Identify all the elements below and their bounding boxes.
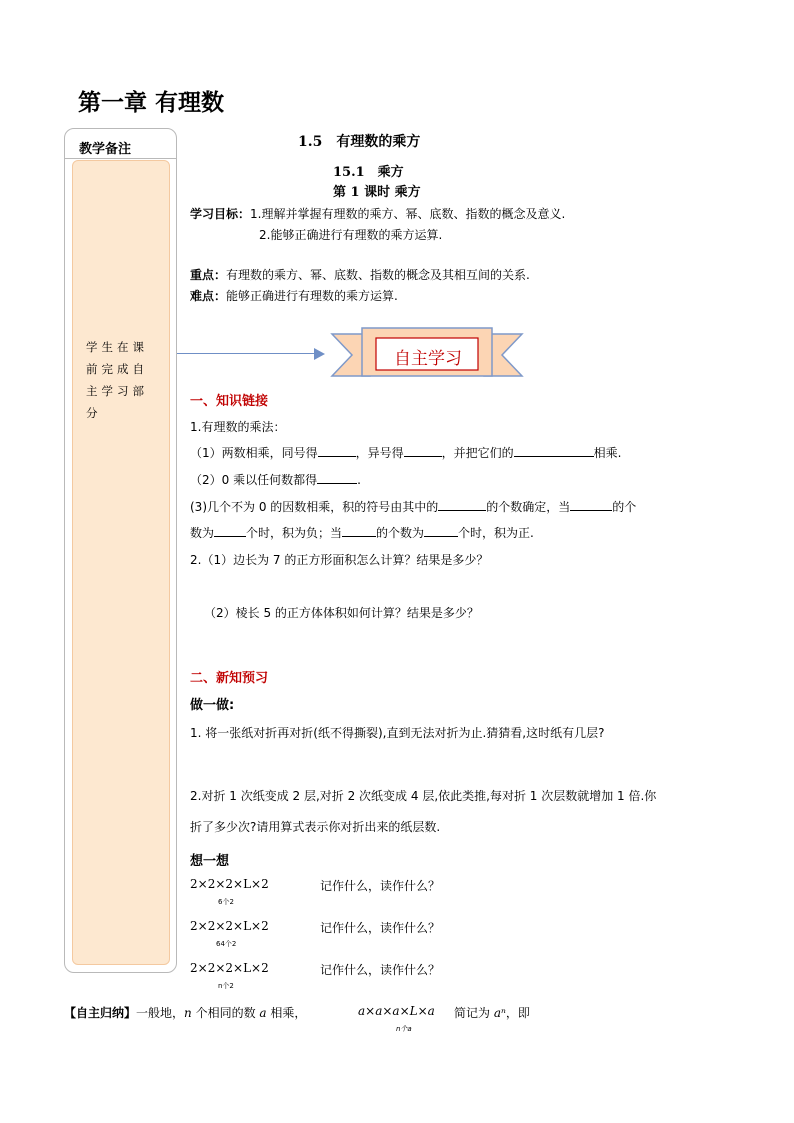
think-title: 想一想 [190, 854, 230, 869]
do-question-2-line1: 2.对折 1 次纸变成 2 层,对折 2 次纸变成 4 层,依此类推,每对折 1 次层数就增加 1 倍.你 [190, 789, 657, 803]
q1-1-text-d: 相乘. [593, 446, 622, 460]
goal-item-2: 2.能够正确进行有理数的乘方运算. [259, 228, 443, 242]
q1-3-text-f: 的个数为 [376, 526, 425, 540]
answer-blank[interactable] [424, 524, 458, 537]
q1-item-3-line2 [190, 524, 534, 541]
summary-power: aⁿ [493, 1006, 506, 1020]
q1-item-2 [190, 471, 361, 488]
q1-3-text-b: 的个数确定，当 [486, 500, 571, 514]
q1-3-text-d: 数为 [190, 526, 215, 540]
answer-blank[interactable] [514, 444, 594, 457]
q1-3-text-a: (3)几个不为 0 的因数相乘，积的符号由其中的 [190, 500, 439, 514]
key-label: 重点： [190, 268, 227, 282]
banner-text: 自主学习 [394, 349, 462, 369]
q1-3-text-e: 个时，积为负；当 [246, 526, 343, 540]
q2-item-1: 2.（1）边长为 7 的正方形面积怎么计算？结果是多少？ [190, 553, 489, 567]
answer-blank[interactable] [570, 498, 612, 511]
sidebar-header: 教学备注 [65, 129, 176, 159]
do-question-2-line2: 折了多少次?请用算式表示你对折出来的纸层数. [190, 820, 441, 834]
goals-label: 学习目标： [190, 207, 251, 221]
difficulty-label: 难点： [190, 289, 227, 303]
difficulty-text: 能够正确进行有理数的乘方运算. [226, 289, 398, 303]
summary-text-c: 相乘， [266, 1006, 307, 1020]
q1-3-text-g: 个时，积为正. [458, 526, 534, 540]
answer-blank[interactable] [214, 524, 246, 537]
q1-1-text-b: ，异号得 [355, 446, 404, 460]
part1-title: 一、知识链接 [190, 394, 269, 409]
period-title: 第 1 课时 乘方 [333, 185, 421, 200]
summary-formula: a×a×a×L×a [358, 1004, 435, 1018]
answer-blank[interactable] [438, 498, 486, 511]
think-question-1: 记作什么，读作什么？ [320, 879, 441, 893]
think-count-3: n个2 [218, 982, 234, 990]
think-count-1: 6个2 [218, 898, 234, 906]
answer-blank[interactable] [317, 471, 357, 484]
part2-title: 二、新知预习 [190, 671, 269, 686]
arrow-line [177, 353, 317, 354]
think-question-2: 记作什么，读作什么？ [320, 921, 441, 935]
answer-blank[interactable] [342, 524, 376, 537]
summary-text-e: ，即 [505, 1006, 530, 1020]
goal-item-1: 1.理解并掌握有理数的乘方、幂、底数、指数的概念及意义. [250, 207, 566, 221]
learning-goals-line1 [190, 205, 565, 222]
sidebar-note: 学生在课前完成自主学习部分 [86, 340, 148, 420]
difficulty-point [190, 287, 398, 304]
chapter-title: 第一章 有理数 [78, 90, 225, 116]
q1-intro: 1.有理数的乘法： [190, 420, 286, 434]
do-title: 做一做: [190, 698, 235, 713]
q1-2-text-a: （2）0 乘以任何数都得 [190, 473, 318, 487]
think-question-3: 记作什么，读作什么？ [320, 963, 441, 977]
subsection-title: 15.1 乘方 [333, 165, 404, 180]
summary-count: n个a [396, 1025, 412, 1033]
q1-item-1 [190, 444, 622, 461]
answer-blank[interactable] [318, 444, 356, 457]
teaching-notes-sidebar [64, 128, 177, 973]
think-formula-2: 2×2×2×L×2 [190, 919, 269, 933]
summary-label: 【自主归纳】 [64, 1006, 137, 1020]
q1-item-3-line1 [190, 498, 636, 515]
think-count-2: 64个2 [216, 940, 237, 948]
answer-blank[interactable] [404, 444, 442, 457]
summary-tail [454, 1004, 530, 1021]
summary-text-b: 个相同的数 [191, 1006, 260, 1020]
q2-item-2: （2）棱长 5 的正方体体积如何计算？结果是多少？ [204, 606, 479, 620]
q1-2-text-b: . [357, 473, 361, 487]
key-text: 有理数的乘方、幂、底数、指数的概念及其相互间的关系. [226, 268, 530, 282]
sidebar-body [72, 160, 170, 965]
think-formula-3: 2×2×2×L×2 [190, 961, 269, 975]
summary-text-d: 简记为 [454, 1006, 494, 1020]
summary-line [64, 1004, 306, 1021]
q1-1-text-c: ，并把它们的 [441, 446, 514, 460]
summary-text-a: 一般地， [136, 1006, 185, 1020]
summary-a: a [259, 1006, 267, 1020]
think-formula-1: 2×2×2×L×2 [190, 877, 269, 891]
do-question-1: 1. 将一张纸对折再对折(纸不得撕裂),直到无法对折为止.猜猜看,这时纸有几层? [190, 726, 605, 740]
q1-3-text-c: 的个 [612, 500, 637, 514]
summary-n: n [184, 1006, 192, 1020]
arrow-head-icon [314, 348, 325, 360]
q1-1-text-a: （1）两数相乘，同号得 [190, 446, 318, 460]
section-title: 1.5 有理数的乘方 [298, 134, 421, 150]
key-point [190, 266, 530, 283]
